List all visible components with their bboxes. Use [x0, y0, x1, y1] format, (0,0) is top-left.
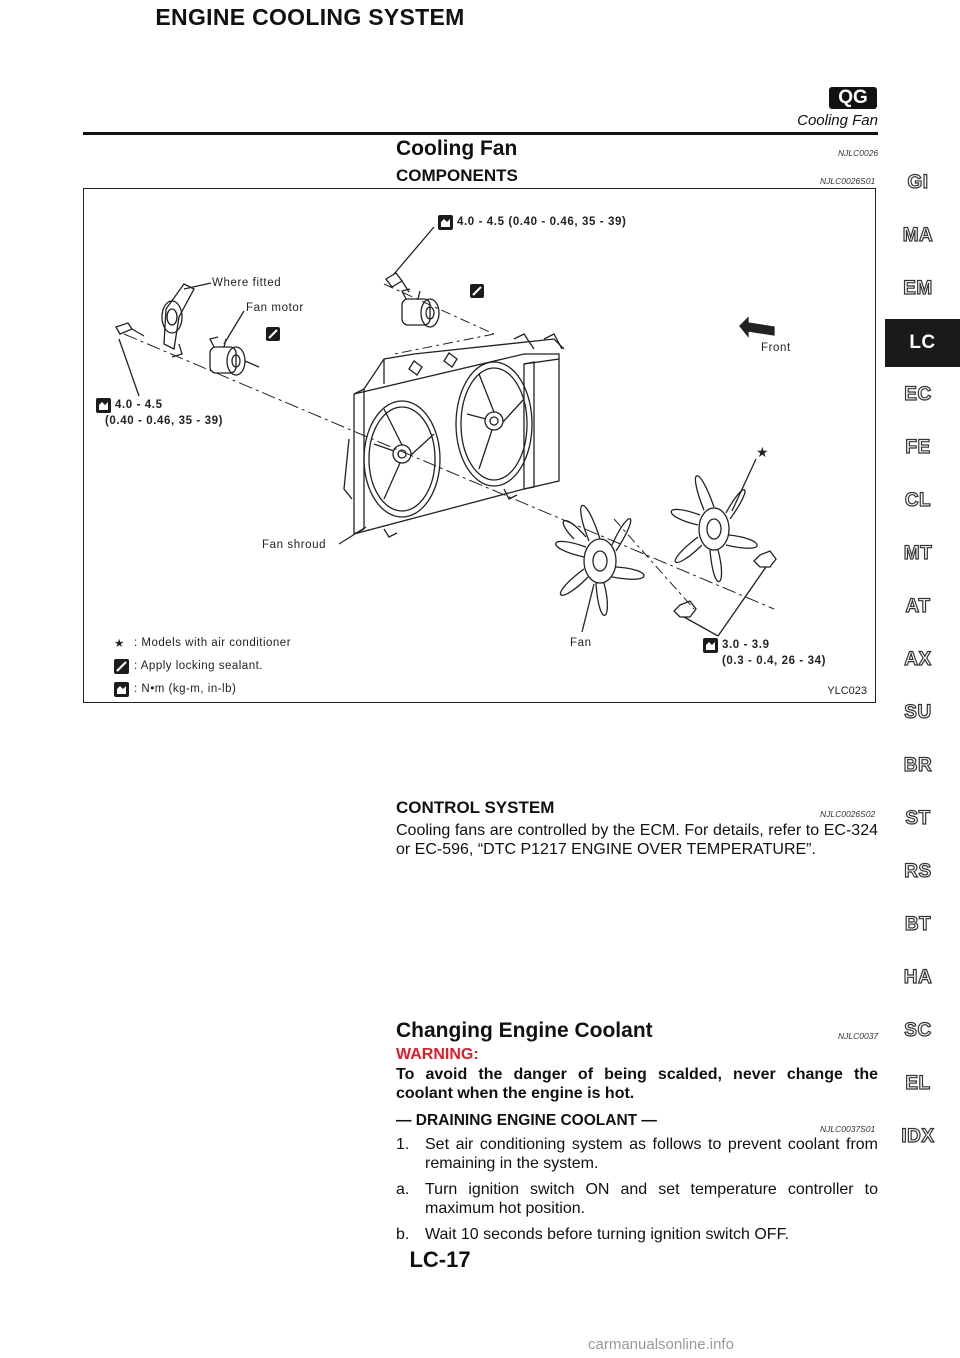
side-tab-at[interactable]: AT [905, 596, 931, 617]
sealant-icon [114, 659, 129, 674]
components-figure [83, 188, 876, 703]
torque-icon [96, 398, 111, 413]
watermark: carmanualsonline.info [588, 1336, 734, 1353]
torque-label-right-line1: 3.0 - 3.9 [722, 639, 770, 651]
section-header-subtitle: Cooling Fan [797, 112, 878, 129]
side-tab-sc[interactable]: SC [904, 1020, 932, 1041]
fan-shroud-label: Fan shroud [262, 539, 327, 551]
torque-label-right-line2: (0.3 - 0.4, 26 - 34) [722, 655, 827, 667]
components-ref: NJLC0026S01 [820, 176, 876, 186]
where-fitted-label: Where fitted [212, 277, 282, 289]
changing-coolant-heading: Changing Engine Coolant [396, 1019, 653, 1042]
side-tab-ax[interactable]: AX [904, 649, 932, 670]
torque-label-left-line2: (0.40 - 0.46, 35 - 39) [105, 415, 224, 427]
side-tab-fe[interactable]: FE [905, 437, 931, 458]
torque-label-top: 4.0 - 4.5 (0.40 - 0.46, 35 - 39) [457, 216, 627, 228]
step-number: 1. [396, 1136, 410, 1153]
control-system-ref: NJLC0026S02 [820, 809, 876, 819]
step-number: a. [396, 1181, 410, 1198]
cooling-fan-exploded-diagram [84, 189, 875, 702]
step-text: Turn ignition switch ON and set temperature controller to maximum hot position. [425, 1181, 878, 1217]
step-number: b. [396, 1226, 410, 1243]
step-item [396, 1180, 878, 1218]
side-tab-ha[interactable]: HA [903, 967, 933, 988]
side-tab-su[interactable]: SU [904, 702, 932, 723]
side-tab-mt[interactable]: MT [903, 543, 933, 564]
side-tab-cl[interactable]: CL [904, 490, 932, 511]
side-tab-rs[interactable]: RS [904, 861, 932, 882]
legend-star-symbol: ★ [114, 638, 125, 650]
step-item [396, 1135, 878, 1173]
cooling-fan-heading: Cooling Fan [396, 137, 518, 160]
components-heading: COMPONENTS [396, 166, 518, 185]
step-text: Wait 10 seconds before turning ignition switch OFF. [425, 1226, 790, 1243]
header-rule [83, 132, 878, 135]
legend-sealant-text: : Apply locking sealant. [134, 660, 263, 672]
changing-coolant-ref: NJLC0037 [838, 1031, 879, 1041]
legend-torque-text: : N•m (kg-m, in-lb) [134, 683, 237, 695]
torque-icon [703, 638, 718, 653]
fan-motor-label: Fan motor [246, 302, 304, 314]
step-item [396, 1225, 878, 1244]
legend-star-text: : Models with air conditioner [134, 637, 292, 649]
side-tab-br[interactable]: BR [903, 755, 933, 776]
cooling-fan-ref: NJLC0026 [838, 148, 879, 158]
side-tab-ma[interactable]: MA [902, 225, 934, 246]
control-system-heading: CONTROL SYSTEM [396, 798, 555, 817]
side-tab-idx[interactable]: IDX [901, 1126, 935, 1147]
engine-code-badge: QG [829, 87, 877, 109]
draining-ref: NJLC0037S01 [820, 1124, 876, 1134]
fan-label: Fan [570, 637, 592, 649]
torque-label-left-line1: 4.0 - 4.5 [115, 399, 163, 411]
control-system-text: Cooling fans are controlled by the ECM. For details, refer to EC-324 or EC-596, “DTC P1217 ENGINE OVER TEMPERATURE”. [396, 822, 878, 858]
step-text: Set air conditioning system as follows to prevent coolant from remaining in the system. [425, 1136, 878, 1172]
figure-id: YLC023 [827, 685, 867, 697]
side-tab-st[interactable]: ST [905, 808, 931, 829]
warning-label: WARNING: [396, 1046, 479, 1063]
draining-heading: — DRAINING ENGINE COOLANT — [396, 1112, 657, 1129]
torque-icon [438, 215, 453, 230]
side-tab-gi[interactable]: GI [907, 172, 929, 193]
page-number: LC-17 [409, 1247, 471, 1272]
side-tab-el[interactable]: EL [905, 1073, 931, 1094]
ac-star-mark: ★ [756, 445, 769, 461]
warning-text: To avoid the danger of being scalded, never change the coolant when the engine is hot. [396, 1066, 878, 1102]
side-tab-lc-active[interactable]: LC [885, 319, 960, 367]
side-tab-bt[interactable]: BT [904, 914, 932, 935]
section-header-title: ENGINE COOLING SYSTEM [155, 4, 465, 30]
front-label: Front [761, 342, 791, 354]
torque-icon [114, 682, 129, 697]
side-tab-em[interactable]: EM [903, 278, 933, 299]
side-tab-ec[interactable]: EC [904, 384, 932, 405]
